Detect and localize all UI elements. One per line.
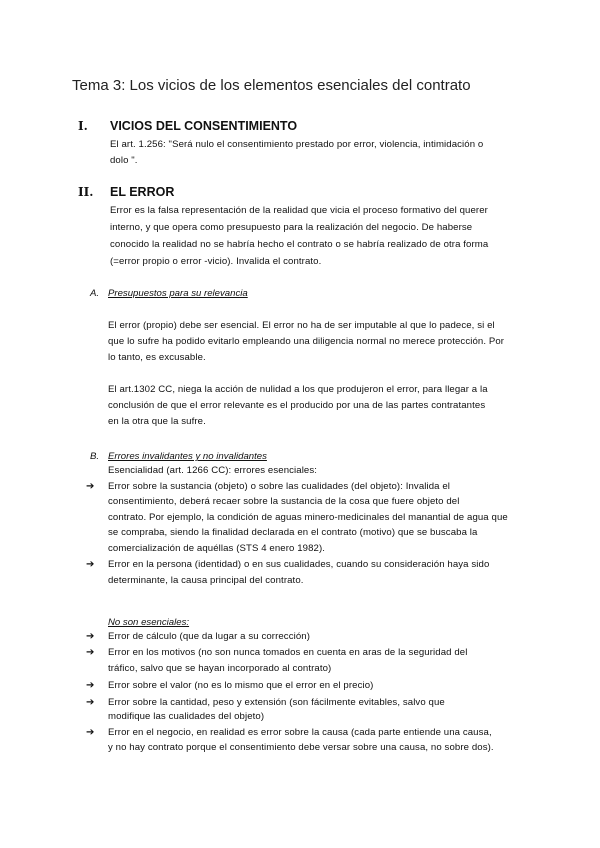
list-item-line: Error sobre la cantidad, peso y extensión (son fácilmente evitables, salvo que	[108, 697, 445, 708]
subsection-letter: A.	[90, 288, 100, 299]
body-line: lo tanto, es excusable.	[108, 352, 206, 363]
list-item-line: Error de cálculo (que da lugar a su corrección)	[108, 631, 310, 642]
non-essential-title: No son esenciales:	[108, 617, 190, 628]
section-heading: VICIOS DEL CONSENTIMIENTO	[110, 119, 298, 133]
list-item-line: modifique las cualidades del objeto)	[108, 711, 265, 722]
list-item-line: Error sobre el valor (no es lo mismo que el error en el precio)	[108, 680, 374, 691]
body-line: interno, y que opera como presupuesto para la realización del negocio. De haberse	[110, 222, 473, 233]
arrow-bullet-icon: ➔	[86, 697, 95, 708]
list-item-line: Error en la persona (identidad) o en sus cualidades, cuando su consideración haya sido	[108, 559, 490, 570]
section-number: I.	[78, 119, 88, 133]
body-line: en la otra que la sufre.	[108, 416, 206, 427]
list-item-line: y no hay contrato porque el consentimiento debe versar sobre una causa, no sobre dos).	[108, 742, 494, 753]
body-line: El art. 1.256: "Será nulo el consentimiento prestado por error, violencia, intimidación o	[110, 139, 484, 150]
list-item-line: determinante, la causa principal del contrato.	[108, 575, 304, 586]
list-item-line: Error en el negocio, en realidad es error sobre la causa (cada parte entiende una causa,	[108, 727, 492, 738]
arrow-bullet-icon: ➔	[86, 647, 95, 658]
subsection-title: Presupuestos para su relevancia	[108, 288, 248, 299]
arrow-bullet-icon: ➔	[86, 631, 95, 642]
body-line: El error (propio) debe ser esencial. El error no ha de ser imputable al que lo padece, si el	[108, 320, 495, 331]
arrow-bullet-icon: ➔	[86, 680, 95, 691]
section-number: II.	[78, 185, 94, 199]
body-line: El art.1302 CC, niega la acción de nulidad a los que produjeron el error, para llegar a la	[108, 384, 488, 395]
list-item-line: se compraba, siendo la finalidad declarada en el contrato (motivo) que se buscaba la	[108, 527, 478, 538]
body-line: Error es la falsa representación de la realidad que vicia el proceso formativo del querer	[110, 205, 488, 216]
list-item-line: contrato. Por ejemplo, la condición de aguas minero-medicinales del manantial de agua que	[108, 512, 508, 523]
list-item-line: consentimiento, deberá recaer sobre la sustancia de la cosa que fuere objeto del	[108, 496, 460, 507]
body-line: conocido la realidad no se habría hecho el contrato o se habría realizado de otra forma	[110, 239, 489, 250]
body-line: que lo sufre ha podido evitarlo empleando una diligencia normal no merece protección. Por	[108, 336, 505, 347]
list-item-line: comercialización de aquéllas (STS 4 enero 1982).	[108, 543, 326, 554]
body-line: Esencialidad (art. 1266 CC): errores esenciales:	[108, 465, 318, 476]
list-item-line: tráfico, salvo que se hayan incorporado al contrato)	[108, 663, 332, 674]
arrow-bullet-icon: ➔	[86, 727, 95, 738]
arrow-bullet-icon: ➔	[86, 559, 95, 570]
subsection-letter: B.	[90, 451, 100, 462]
body-line: (=error propio o error -vicio). Invalida el contrato.	[110, 256, 322, 267]
arrow-bullet-icon: ➔	[86, 481, 95, 492]
list-item-line: Error en los motivos (no son nunca tomados en cuenta en aras de la seguridad del	[108, 647, 468, 658]
list-item-line: Error sobre la sustancia (objeto) o sobre las cualidades (del objeto): Invalida el	[108, 481, 451, 492]
section-heading: EL ERROR	[110, 185, 175, 199]
subsection-title: Errores invalidantes y no invalidantes	[108, 451, 267, 462]
body-line: dolo ".	[110, 155, 138, 166]
page-title: Tema 3: Los vicios de los elementos esenciales del contrato	[72, 77, 471, 94]
body-line: conclusión de que el error relevante es el producido por una de las partes contratantes	[108, 400, 486, 411]
